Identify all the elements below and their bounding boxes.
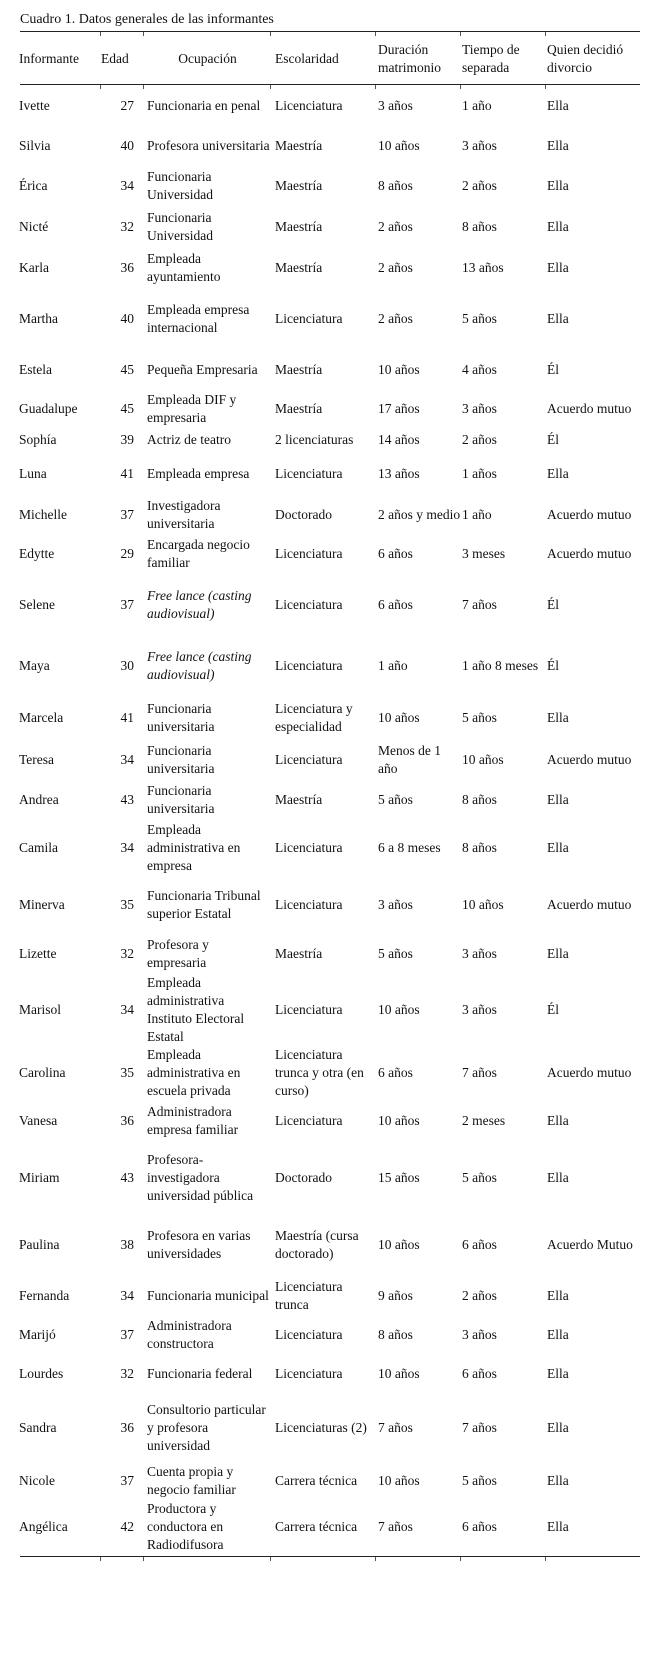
cell-escolaridad: Maestría xyxy=(275,361,323,377)
cell-tiempo: 6 años xyxy=(462,1519,497,1534)
cell-informante: Marcela xyxy=(19,710,64,725)
cell-tiempo: 3 años xyxy=(462,401,497,416)
cell-tiempo: 7 años xyxy=(462,1420,497,1435)
cell-informante: Luna xyxy=(19,466,47,481)
cell-escolaridad: Carrera técnica xyxy=(275,1473,358,1488)
cell-informante: Minerva xyxy=(19,897,65,912)
cell-informante: Maya xyxy=(19,658,50,673)
cell-ocupacion: Funcionaria Tribunal superior Estatal xyxy=(147,888,261,921)
cell-quien: Ella xyxy=(547,840,569,855)
cell-duracion: 6 a 8 meses xyxy=(378,840,441,855)
cell-edad: 37 xyxy=(120,597,134,612)
cell-ocupacion: Consultorio particular y profesora universidad xyxy=(147,1402,266,1453)
cell-informante: Camila xyxy=(19,840,58,855)
cell-escolaridad: Licenciatura xyxy=(275,546,343,561)
cell-duracion: 7 años xyxy=(378,1420,413,1435)
cell-duracion: 10 años xyxy=(378,1113,420,1128)
cell-ocupacion: Funcionaria Universidad xyxy=(147,209,213,243)
cell-duracion: 6 años xyxy=(378,1065,413,1080)
cell-ocupacion: Funcionaria en penal xyxy=(147,98,261,113)
cell-informante: Martha xyxy=(19,311,58,326)
cell-escolaridad: Licenciatura xyxy=(275,597,343,612)
cell-informante: Andrea xyxy=(19,792,59,807)
top-rule xyxy=(20,31,640,32)
table-row xyxy=(0,636,656,696)
cell-quien: Ella xyxy=(547,946,569,961)
cell-edad: 36 xyxy=(120,259,134,275)
cell-edad: 45 xyxy=(120,401,134,416)
cell-edad: 43 xyxy=(120,792,134,807)
cell-escolaridad: Licenciaturas (2) xyxy=(275,1420,367,1435)
cell-informante: Sandra xyxy=(19,1420,57,1435)
cell-escolaridad: Licenciatura xyxy=(275,840,343,855)
cell-quien: Acuerdo mutuo xyxy=(547,401,632,416)
cell-tiempo: 8 años xyxy=(462,792,497,807)
cell-duracion: 17 años xyxy=(378,401,420,416)
cell-tiempo: 2 años xyxy=(462,432,497,447)
table-row xyxy=(0,780,656,820)
cell-ocupacion: Investigadora universitaria xyxy=(147,498,221,531)
cell-quien: Él xyxy=(547,1002,559,1017)
table-row xyxy=(0,533,656,575)
cell-quien: Ella xyxy=(547,1366,569,1381)
cell-edad: 32 xyxy=(120,218,134,234)
cell-duracion: 7 años xyxy=(378,1519,413,1534)
cell-tiempo: 7 años xyxy=(462,597,497,612)
cell-ocupacion: Funcionaria universitaria xyxy=(147,743,215,776)
cell-informante: Fernanda xyxy=(19,1288,70,1303)
cell-duracion: 14 años xyxy=(378,432,420,447)
cell-ocupacion: Administradora constructora xyxy=(147,1318,232,1351)
cell-edad: 34 xyxy=(120,752,134,767)
table-row xyxy=(0,389,656,429)
table-row xyxy=(0,1214,656,1276)
cell-quien: Ella xyxy=(547,1113,569,1128)
cell-duracion: Menos de 1 año xyxy=(378,743,441,776)
cell-edad: 41 xyxy=(120,466,134,481)
header-informante: Informante xyxy=(19,51,79,66)
column-tick xyxy=(270,85,271,89)
cell-informante: Nicole xyxy=(19,1473,55,1488)
cell-tiempo: 2 años xyxy=(462,178,497,193)
cell-duracion: 10 años xyxy=(378,1237,420,1252)
cell-edad: 43 xyxy=(120,1170,134,1185)
cell-tiempo: 1 año xyxy=(462,98,492,113)
cell-tiempo: 1 año xyxy=(462,507,492,522)
cell-quien: Acuerdo mutuo xyxy=(547,1065,632,1080)
table-row xyxy=(0,86,656,126)
cell-informante: Angélica xyxy=(19,1519,68,1534)
cell-edad: 45 xyxy=(120,361,134,377)
cell-quien: Ella xyxy=(547,311,569,326)
cell-duracion: 2 años xyxy=(378,311,413,326)
table-row xyxy=(0,350,656,389)
cell-duracion: 10 años xyxy=(378,1366,420,1381)
cell-ocupacion: Empleada empresa xyxy=(147,466,250,481)
column-tick xyxy=(375,85,376,89)
table-row xyxy=(0,247,656,288)
cell-duracion: 3 años xyxy=(378,98,413,113)
cell-informante: Karla xyxy=(19,259,49,275)
cell-informante: Nicté xyxy=(19,218,49,234)
cell-edad: 39 xyxy=(120,432,134,447)
cell-tiempo: 6 años xyxy=(462,1366,497,1381)
table-caption: Cuadro 1. Datos generales de las informantes xyxy=(20,12,274,27)
cell-escolaridad: Licenciatura xyxy=(275,752,343,767)
cell-quien: Él xyxy=(547,658,559,673)
cell-ocupacion: Administradora empresa familiar xyxy=(147,1104,239,1137)
cell-duracion: 3 años xyxy=(378,897,413,912)
cell-informante: Estela xyxy=(19,361,52,377)
column-tick xyxy=(143,85,144,89)
cell-duracion: 5 años xyxy=(378,946,413,961)
header-duracion: Duración matrimonio xyxy=(378,42,441,75)
cell-edad: 35 xyxy=(120,897,134,912)
cell-tiempo: 8 años xyxy=(462,218,497,234)
cell-duracion: 9 años xyxy=(378,1288,413,1303)
cell-quien: Ella xyxy=(547,178,569,193)
header-rule xyxy=(20,84,640,85)
cell-duracion: 6 años xyxy=(378,546,413,561)
column-tick xyxy=(100,32,101,36)
cell-escolaridad: Maestría xyxy=(275,946,323,961)
column-tick xyxy=(100,85,101,89)
cell-informante: Marisol xyxy=(19,1002,61,1017)
cell-escolaridad: Licenciatura xyxy=(275,1366,343,1381)
cell-quien: Acuerdo mutuo xyxy=(547,897,632,912)
cell-quien: Acuerdo mutuo xyxy=(547,507,632,522)
cell-escolaridad: Licenciatura y especialidad xyxy=(275,701,353,734)
cell-duracion: 10 años xyxy=(378,710,420,725)
cell-tiempo: 3 meses xyxy=(462,546,506,561)
cell-quien: Ella xyxy=(547,1288,569,1303)
cell-informante: Carolina xyxy=(19,1065,66,1080)
table-row xyxy=(0,1100,656,1142)
cell-escolaridad: Maestría xyxy=(275,138,323,153)
cell-ocupacion: Profesora-investigadora universidad pública xyxy=(147,1152,254,1203)
cell-escolaridad: Carrera técnica xyxy=(275,1519,358,1534)
cell-quien: Ella xyxy=(547,710,569,725)
cell-tiempo: 5 años xyxy=(462,710,497,725)
table-row xyxy=(0,429,656,451)
cell-ocupacion: Encargada negocio familiar xyxy=(147,537,250,570)
cell-tiempo: 13 años xyxy=(462,259,504,275)
cell-ocupacion: Empleada administrativa en empresa xyxy=(147,822,241,873)
cell-duracion: 10 años xyxy=(378,138,420,153)
table-row xyxy=(0,820,656,876)
table-row xyxy=(0,1462,656,1500)
cell-tiempo: 3 años xyxy=(462,138,497,153)
column-tick xyxy=(143,1557,144,1561)
cell-edad: 35 xyxy=(120,1065,134,1080)
cell-quien: Ella xyxy=(547,218,569,234)
cell-tiempo: 8 años xyxy=(462,840,497,855)
cell-duracion: 6 años xyxy=(378,597,413,612)
cell-quien: Acuerdo mutuo xyxy=(547,752,632,767)
cell-informante: Silvia xyxy=(19,138,51,153)
cell-ocupacion: Profesora universitaria xyxy=(147,138,270,153)
cell-edad: 32 xyxy=(120,1366,134,1381)
cell-duracion: 2 años xyxy=(378,259,413,275)
cell-escolaridad: Maestría xyxy=(275,259,323,275)
cell-quien: Ella xyxy=(547,138,569,153)
cell-edad: 37 xyxy=(120,507,134,522)
cell-informante: Sophía xyxy=(19,432,57,447)
cell-tiempo: 2 años xyxy=(462,1288,497,1303)
cell-edad: 34 xyxy=(120,1002,134,1017)
cell-quien: Ella xyxy=(547,1327,569,1342)
header-ocupacion: Ocupación xyxy=(178,51,237,66)
cell-edad: 34 xyxy=(120,178,134,193)
column-tick xyxy=(460,1557,461,1561)
cell-ocupacion: Free lance (casting audiovisual) xyxy=(147,588,252,621)
cell-tiempo: 3 años xyxy=(462,946,497,961)
cell-escolaridad: Licenciatura trunca xyxy=(275,1279,343,1312)
cell-ocupacion: Funcionaria universitaria xyxy=(147,783,215,816)
cell-escolaridad: Licenciatura xyxy=(275,98,343,113)
cell-escolaridad: Maestría xyxy=(275,178,323,193)
cell-edad: 36 xyxy=(120,1113,134,1128)
cell-quien: Él xyxy=(547,597,559,612)
cell-escolaridad: Licenciatura xyxy=(275,466,343,481)
cell-tiempo: 5 años xyxy=(462,1473,497,1488)
cell-edad: 40 xyxy=(120,311,134,326)
cell-duracion: 8 años xyxy=(378,178,413,193)
cell-duracion: 15 años xyxy=(378,1170,420,1185)
cell-edad: 37 xyxy=(120,1327,134,1342)
cell-ocupacion: Empleada ayuntamiento xyxy=(147,250,221,284)
table-row xyxy=(0,1142,656,1214)
column-tick xyxy=(270,1557,271,1561)
cell-informante: Lizette xyxy=(19,946,57,961)
cell-quien: Acuerdo mutuo xyxy=(547,546,632,561)
table-row xyxy=(0,1394,656,1462)
cell-escolaridad: 2 licenciaturas xyxy=(275,432,354,447)
cell-escolaridad: Licenciatura xyxy=(275,658,343,673)
cell-informante: Marijó xyxy=(19,1327,56,1342)
column-tick xyxy=(545,1557,546,1561)
cell-escolaridad: Maestría xyxy=(275,218,323,234)
cell-informante: Vanesa xyxy=(19,1113,58,1128)
cell-quien: Ella xyxy=(547,259,569,275)
table-row xyxy=(0,206,656,247)
cell-escolaridad: Licenciatura xyxy=(275,311,343,326)
table-row xyxy=(0,288,656,350)
cell-quien: Ella xyxy=(547,1473,569,1488)
cell-tiempo: 7 años xyxy=(462,1065,497,1080)
table-row xyxy=(0,1276,656,1316)
cell-ocupacion: Empleada empresa internacional xyxy=(147,302,250,335)
cell-duracion: 8 años xyxy=(378,1327,413,1342)
cell-tiempo: 5 años xyxy=(462,1170,497,1185)
cell-informante: Miriam xyxy=(19,1170,60,1185)
cell-quien: Él xyxy=(547,361,559,377)
table-row xyxy=(0,740,656,780)
header-quien: Quien decidió divorcio xyxy=(547,42,624,75)
cell-escolaridad: Maestría xyxy=(275,401,323,416)
cell-ocupacion: Free lance (casting audiovisual) xyxy=(147,649,252,682)
column-tick xyxy=(143,32,144,36)
cell-ocupacion: Profesora en varias universidades xyxy=(147,1228,251,1261)
table-row xyxy=(0,696,656,740)
cell-escolaridad: Maestría xyxy=(275,792,323,807)
cell-edad: 41 xyxy=(120,710,134,725)
cell-quien: Ella xyxy=(547,1420,569,1435)
cell-tiempo: 3 años xyxy=(462,1002,497,1017)
cell-ocupacion: Productora y conductora en Radiodifusora xyxy=(147,1501,224,1552)
cell-escolaridad: Licenciatura xyxy=(275,1002,343,1017)
cell-edad: 34 xyxy=(120,840,134,855)
cell-tiempo: 10 años xyxy=(462,752,504,767)
cell-tiempo: 10 años xyxy=(462,897,504,912)
cell-quien: Ella xyxy=(547,98,569,113)
cell-ocupacion: Cuenta propia y negocio familiar xyxy=(147,1464,236,1497)
cell-ocupacion: Funcionaria federal xyxy=(147,1366,253,1381)
table-row xyxy=(0,574,656,636)
cell-escolaridad: Doctorado xyxy=(275,507,332,522)
cell-informante: Érica xyxy=(19,178,48,193)
column-tick xyxy=(545,85,546,89)
table-row xyxy=(0,451,656,497)
cell-informante: Lourdes xyxy=(19,1366,64,1381)
cell-ocupacion: Pequeña Empresaria xyxy=(147,361,258,377)
table-row xyxy=(0,1500,656,1554)
cell-informante: Selene xyxy=(19,597,55,612)
cell-quien: Ella xyxy=(547,466,569,481)
table-row xyxy=(0,1046,656,1100)
table-row xyxy=(0,1354,656,1394)
column-tick xyxy=(100,1557,101,1561)
cell-ocupacion: Empleada administrativa en escuela privada xyxy=(147,1047,241,1098)
cell-ocupacion: Empleada administrativa Instituto Electoral Estatal xyxy=(147,975,245,1044)
cell-informante: Teresa xyxy=(19,752,55,767)
cell-tiempo: 1 años xyxy=(462,466,497,481)
cell-ocupacion: Actriz de teatro xyxy=(147,432,231,447)
cell-escolaridad: Doctorado xyxy=(275,1170,332,1185)
column-tick xyxy=(460,85,461,89)
cell-edad: 29 xyxy=(120,546,134,561)
cell-duracion: 2 años xyxy=(378,218,413,234)
cell-duracion: 1 año xyxy=(378,658,408,673)
cell-escolaridad: Licenciatura xyxy=(275,1113,343,1128)
table-row xyxy=(0,497,656,533)
cell-duracion: 10 años xyxy=(378,361,420,377)
column-tick xyxy=(545,32,546,36)
table-row xyxy=(0,1316,656,1354)
cell-ocupacion: Funcionaria municipal xyxy=(147,1288,269,1303)
cell-quien: Ella xyxy=(547,1519,569,1534)
cell-ocupacion: Funcionaria universitaria xyxy=(147,701,215,734)
cell-edad: 42 xyxy=(120,1519,134,1534)
cell-ocupacion: Funcionaria Universidad xyxy=(147,169,213,202)
cell-edad: 30 xyxy=(120,658,134,673)
cell-escolaridad: Licenciatura xyxy=(275,897,343,912)
table-row xyxy=(0,934,656,974)
table-header xyxy=(0,36,656,82)
cell-duracion: 13 años xyxy=(378,466,420,481)
cell-informante: Edytte xyxy=(19,546,55,561)
cell-escolaridad: Licenciatura xyxy=(275,1327,343,1342)
header-escolaridad: Escolaridad xyxy=(275,51,339,66)
cell-duracion: 10 años xyxy=(378,1473,420,1488)
table-row xyxy=(0,126,656,166)
table-row xyxy=(0,166,656,206)
cell-tiempo: 6 años xyxy=(462,1237,497,1252)
cell-informante: Ivette xyxy=(19,98,50,113)
cell-edad: 32 xyxy=(120,946,134,961)
column-tick xyxy=(270,32,271,36)
cell-ocupacion: Profesora y empresaria xyxy=(147,937,209,970)
cell-quien: Acuerdo Mutuo xyxy=(547,1237,633,1252)
cell-tiempo: 3 años xyxy=(462,1327,497,1342)
cell-tiempo: 2 meses xyxy=(462,1113,506,1128)
cell-edad: 37 xyxy=(120,1473,134,1488)
column-tick xyxy=(460,32,461,36)
cell-edad: 38 xyxy=(120,1237,134,1252)
cell-tiempo: 1 año 8 meses xyxy=(462,658,539,673)
cell-escolaridad: Licenciatura trunca y otra (en curso) xyxy=(275,1047,364,1098)
cell-informante: Michelle xyxy=(19,507,67,522)
column-tick xyxy=(375,1557,376,1561)
cell-duracion: 5 años xyxy=(378,792,413,807)
cell-duracion: 2 años y medio xyxy=(378,507,461,522)
column-tick xyxy=(375,32,376,36)
cell-edad: 34 xyxy=(120,1288,134,1303)
table-row xyxy=(0,974,656,1046)
cell-quien: Él xyxy=(547,432,559,447)
cell-quien: Ella xyxy=(547,1170,569,1185)
table-row xyxy=(0,876,656,934)
cell-duracion: 10 años xyxy=(378,1002,420,1017)
header-tiempo: Tiempo de separada xyxy=(462,42,520,75)
cell-ocupacion: Empleada DIF y empresaria xyxy=(147,392,237,425)
cell-edad: 40 xyxy=(120,138,134,153)
cell-informante: Guadalupe xyxy=(19,401,78,416)
bottom-rule xyxy=(20,1556,640,1557)
cell-quien: Ella xyxy=(547,792,569,807)
cell-escolaridad: Maestría (cursa doctorado) xyxy=(275,1228,359,1261)
header-edad: Edad xyxy=(101,51,129,66)
cell-tiempo: 4 años xyxy=(462,361,497,377)
cell-edad: 36 xyxy=(120,1420,134,1435)
cell-edad: 27 xyxy=(120,98,134,113)
cell-tiempo: 5 años xyxy=(462,311,497,326)
cell-informante: Paulina xyxy=(19,1237,60,1252)
